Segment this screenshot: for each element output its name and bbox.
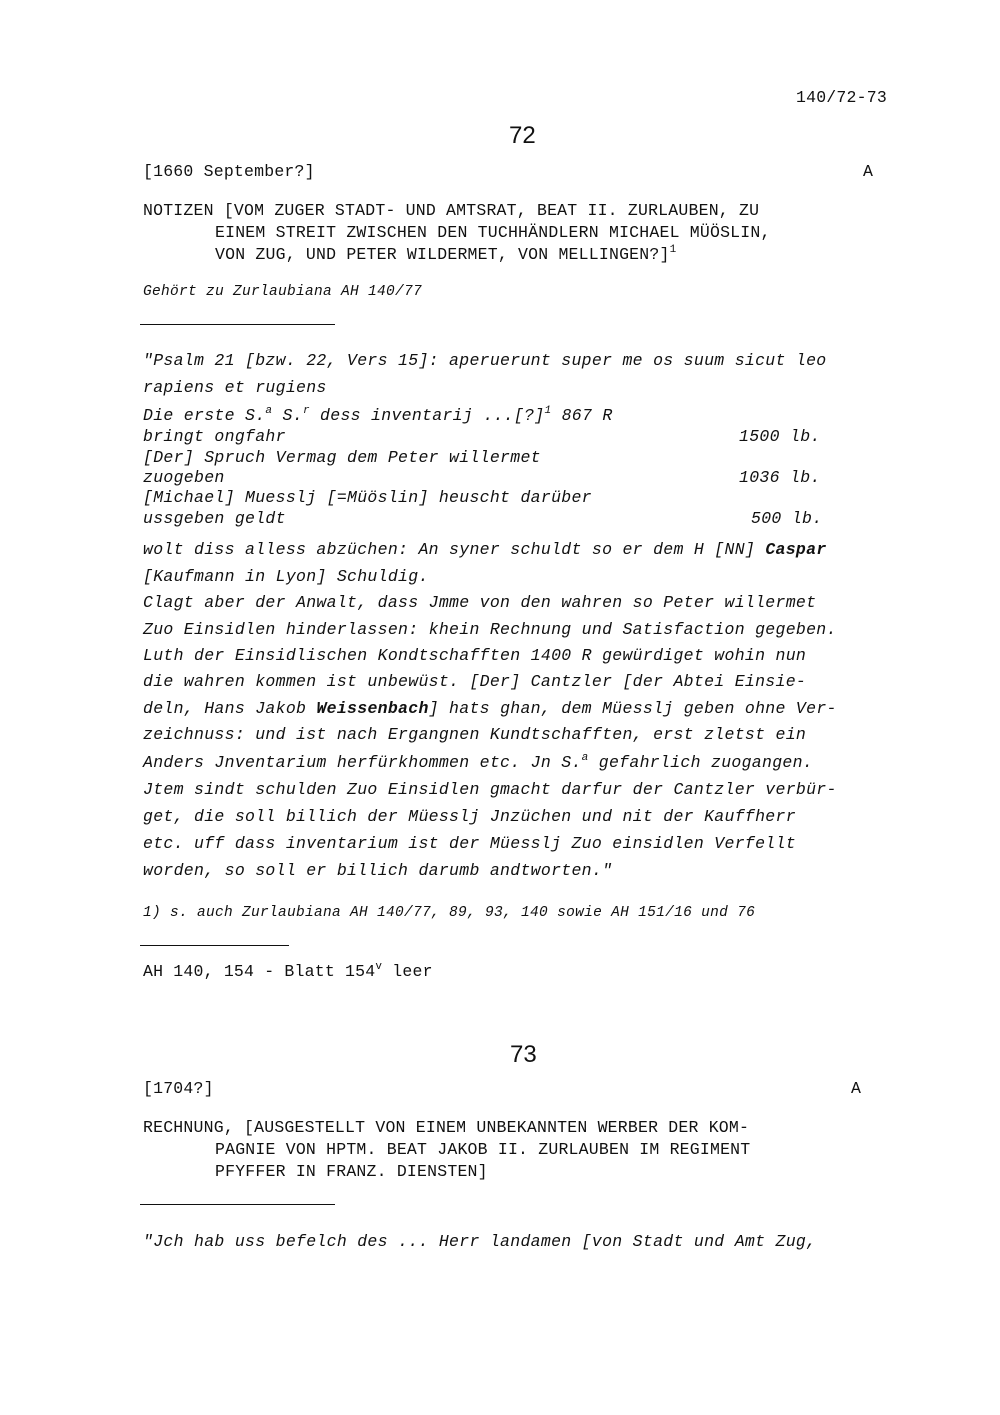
document-date: [1704?]: [143, 1079, 214, 1098]
document-title-line: PAGNIE VON HPTM. BEAT JAKOB II. ZURLAUBEN IM REGIMENT: [215, 1140, 751, 1159]
inventory-row-label: bringt ongfahr: [143, 427, 286, 446]
footnote-ref: 1: [669, 244, 677, 256]
inventory-heading: Die erste S.$^a$ S.$^r$ dess inventarij ...[?]$^1$ 867 R: [143, 405, 613, 425]
body-line: deln, Hans Jakob Weissenbach] hats ghan, dem Müesslj geben ohne Ver-: [143, 699, 837, 718]
inventory-row-amount: 1500 lb.: [739, 427, 821, 446]
footnote: 1) s. auch Zurlaubiana AH 140/77, 89, 93, 140 sowie AH 151/16 und 76: [143, 905, 756, 921]
document-title-line: EINEM STREIT ZWISCHEN DEN TUCHHÄNDLERN MICHAEL MÜÖSLIN,: [215, 223, 771, 242]
inventory-row-label: ussgeben geldt: [143, 509, 286, 528]
document-type-mark: A: [851, 1079, 862, 1098]
document-date: [1660 September?]: [143, 162, 315, 181]
body-line: die wahren kommen ist unbewüst. [Der] Cantzler [der Abtei Einsie-: [143, 672, 807, 691]
quote-line: "Jch hab uss befelch des ... Herr landamen [von Stadt und Amt Zug,: [143, 1232, 817, 1251]
person-name: Caspar: [765, 540, 827, 559]
section-divider: [140, 324, 335, 325]
document-title-line: NOTIZEN [VOM ZUGER STADT- UND AMTSRAT, BEAT II. ZURLAUBEN, ZU: [143, 201, 760, 220]
document-number-72: 72: [509, 122, 536, 149]
document-title-line: VON ZUG, UND PETER WILDERMET, VON MELLINGEN?]$^1$: [215, 244, 677, 264]
body-line: Clagt aber der Anwalt, dass Jmme von den wahren so Peter willermet: [143, 593, 817, 612]
body-line: worden, so soll er billich darumb andtworten.": [143, 861, 613, 880]
document-title-line: RECHNUNG, [AUSGESTELLT VON EINEM UNBEKANNTEN WERBER DER KOM-: [143, 1118, 750, 1137]
person-name: Weissenbach: [316, 699, 429, 718]
body-line: [Kaufmann in Lyon] Schuldig.: [143, 567, 429, 586]
quote-line: "Psalm 21 [bzw. 22, Vers 15]: aperuerunt super me os suum sicut leo: [143, 351, 827, 370]
body-line: wolt diss alless abzüchen: An syner schuldt so er dem H [NN] Caspar: [143, 540, 827, 559]
inventory-row-label: zuogeben: [143, 468, 225, 487]
inventory-row-label: [Michael] Muesslj [=Müöslin] heuscht darüber: [143, 488, 592, 507]
inventory-row-amount: 1036 lb.: [739, 468, 821, 487]
section-divider: [140, 945, 289, 946]
body-line: Luth der Einsidlischen Kondtschafften 1400 R gewürdiget wohin nun: [143, 646, 807, 665]
document-number-73: 73: [510, 1041, 537, 1068]
quote-line: rapiens et rugiens: [143, 378, 327, 397]
page-reference: 140/72-73: [796, 88, 887, 107]
body-line: Zuo Einsidlen hinderlassen: khein Rechnung und Satisfaction gegeben.: [143, 620, 837, 639]
body-line: zeichnuss: und ist nach Ergangnen Kundtschafften, erst zletst ein: [143, 725, 807, 744]
inventory-row-label: [Der] Spruch Vermag dem Peter willermet: [143, 448, 541, 467]
section-divider: [140, 1204, 335, 1205]
footnote-ref: 1: [544, 405, 552, 417]
body-line: Jtem sindt schulden Zuo Einsidlen gmacht darfur der Cantzler verbür-: [143, 780, 837, 799]
body-line: Anders Jnventarium herfürkhommen etc. Jn S.$^a$ gefahrlich zuogangen.: [143, 752, 814, 772]
related-reference: Gehört zu Zurlaubiana AH 140/77: [143, 284, 423, 300]
inventory-row-amount: 500 lb.: [751, 509, 823, 528]
document-type-mark: A: [863, 162, 874, 181]
document-title-line: PFYFFER IN FRANZ. DIENSTEN]: [215, 1162, 488, 1181]
shelf-mark: AH 140, 154 - Blatt 154$^v$ leer: [143, 961, 433, 981]
body-line: get, die soll billich der Müesslj Jnzüchen und nit der Kauffherr: [143, 807, 796, 826]
body-line: etc. uff dass inventarium ist der Müesslj Zuo einsidlen Verfellt: [143, 834, 796, 853]
